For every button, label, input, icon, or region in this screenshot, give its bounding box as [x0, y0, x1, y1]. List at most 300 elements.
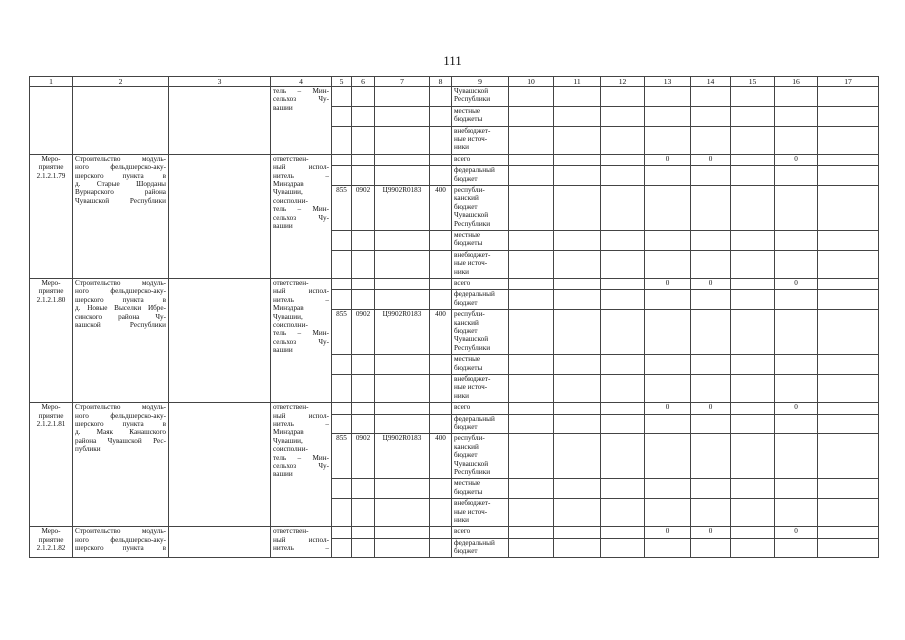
responsible-executor: ответствен- ный испол- нитель – Минздрав Чувашии, соисполни- тель – Мин- сельхоз Чу- вашии — [271, 154, 332, 278]
code-cell — [375, 166, 430, 186]
value-cell — [691, 126, 731, 154]
value-cell — [691, 250, 731, 278]
value-cell — [554, 538, 601, 558]
value-cell — [645, 250, 691, 278]
value-cell — [509, 185, 554, 230]
column-number-5: 5 — [332, 77, 352, 87]
code-cell — [332, 87, 352, 107]
table-row — [30, 154, 879, 165]
value-cell — [509, 434, 554, 479]
value-cell — [554, 87, 601, 107]
value-cell — [509, 374, 554, 402]
code-cell — [352, 166, 375, 186]
code-cell — [430, 106, 452, 126]
code-cell — [430, 87, 452, 107]
code-cell — [430, 166, 452, 186]
value-cell — [691, 166, 731, 186]
code-cell — [332, 126, 352, 154]
funding-source: федеральный бюджет — [452, 290, 509, 310]
value-cell — [818, 106, 879, 126]
value-cell — [818, 374, 879, 402]
value-cell — [554, 499, 601, 527]
code-cell — [375, 126, 430, 154]
value-cell — [731, 479, 775, 499]
value-cell — [601, 414, 645, 434]
code-cell — [430, 414, 452, 434]
value-col-16: 0 — [775, 278, 818, 289]
column-number-12: 12 — [601, 77, 645, 87]
column-number-3: 3 — [169, 77, 271, 87]
col3-cell — [169, 278, 271, 402]
value-cell — [601, 154, 645, 165]
code-cell — [352, 230, 375, 250]
value-cell — [554, 355, 601, 375]
code-cell — [375, 538, 430, 558]
value-cell — [601, 106, 645, 126]
code-cell — [430, 479, 452, 499]
value-cell — [775, 355, 818, 375]
csr-code: Ц9902R0183 — [375, 434, 430, 479]
value-cell — [775, 106, 818, 126]
grbs-code: 855 — [332, 310, 352, 355]
value-cell — [509, 414, 554, 434]
value-cell — [775, 290, 818, 310]
value-col-13: 0 — [645, 278, 691, 289]
value-cell — [775, 87, 818, 107]
code-cell — [332, 499, 352, 527]
value-cell — [509, 499, 554, 527]
value-cell — [691, 355, 731, 375]
funding-source: всего — [452, 527, 509, 538]
value-col-14: 0 — [691, 278, 731, 289]
value-col-13: 0 — [645, 527, 691, 538]
code-cell — [332, 374, 352, 402]
code-cell — [352, 414, 375, 434]
value-cell — [554, 166, 601, 186]
value-cell — [691, 106, 731, 126]
code-cell — [430, 355, 452, 375]
value-cell — [818, 403, 879, 414]
value-cell — [691, 414, 731, 434]
funding-source: всего — [452, 278, 509, 289]
rzpr-code: 0902 — [352, 310, 375, 355]
rzpr-code: 0902 — [352, 434, 375, 479]
column-number-15: 15 — [731, 77, 775, 87]
code-cell — [430, 374, 452, 402]
value-cell — [645, 499, 691, 527]
event-name-cell — [73, 87, 169, 155]
code-cell — [332, 154, 352, 165]
code-cell — [352, 126, 375, 154]
value-cell — [645, 434, 691, 479]
vr-code: 400 — [430, 310, 452, 355]
column-number-16: 16 — [775, 77, 818, 87]
code-cell — [352, 403, 375, 414]
funding-source: федеральный бюджет — [452, 414, 509, 434]
code-cell — [332, 290, 352, 310]
code-cell — [430, 538, 452, 558]
table-row — [30, 527, 879, 538]
value-cell — [554, 403, 601, 414]
value-cell — [775, 499, 818, 527]
value-cell — [818, 290, 879, 310]
code-cell — [375, 154, 430, 165]
value-cell — [601, 374, 645, 402]
code-cell — [375, 479, 430, 499]
code-cell — [352, 527, 375, 538]
value-cell — [775, 166, 818, 186]
value-col-13: 0 — [645, 403, 691, 414]
code-cell — [332, 106, 352, 126]
event-id-cell — [30, 87, 73, 155]
value-cell — [601, 499, 645, 527]
column-number-11: 11 — [554, 77, 601, 87]
value-cell — [509, 310, 554, 355]
code-cell — [352, 355, 375, 375]
funding-source: внебюджет- ные источ- ники — [452, 374, 509, 402]
event-name: Строительство модуль- ного фельдшерско-аку- шерского пункта в д. Новые Выселки Ибре- синского района Чу- вашской Республики — [73, 278, 169, 402]
funding-source: республи- канский бюджет Чувашской Республики — [452, 185, 509, 230]
value-cell — [731, 374, 775, 402]
code-cell — [332, 278, 352, 289]
vr-code: 400 — [430, 434, 452, 479]
value-cell — [554, 310, 601, 355]
value-cell — [731, 230, 775, 250]
value-cell — [554, 434, 601, 479]
value-cell — [731, 106, 775, 126]
value-cell — [554, 185, 601, 230]
value-cell — [691, 310, 731, 355]
funding-source: всего — [452, 403, 509, 414]
value-cell — [509, 538, 554, 558]
value-cell — [601, 538, 645, 558]
code-cell — [352, 87, 375, 107]
value-cell — [818, 87, 879, 107]
funding-source: республи- канский бюджет Чувашской Республики — [452, 310, 509, 355]
value-cell — [818, 230, 879, 250]
code-cell — [332, 527, 352, 538]
value-cell — [775, 434, 818, 479]
value-cell — [601, 230, 645, 250]
funding-source: федеральный бюджет — [452, 538, 509, 558]
code-cell — [430, 527, 452, 538]
code-cell — [430, 278, 452, 289]
value-cell — [509, 106, 554, 126]
funding-source: местные бюджеты — [452, 106, 509, 126]
value-cell — [509, 278, 554, 289]
value-cell — [645, 414, 691, 434]
value-col-13: 0 — [645, 154, 691, 165]
column-number-2: 2 — [73, 77, 169, 87]
value-cell — [775, 479, 818, 499]
code-cell — [375, 290, 430, 310]
value-cell — [731, 87, 775, 107]
value-cell — [775, 310, 818, 355]
value-cell — [818, 479, 879, 499]
code-cell — [332, 403, 352, 414]
code-cell — [375, 278, 430, 289]
column-number-13: 13 — [645, 77, 691, 87]
value-cell — [731, 403, 775, 414]
code-cell — [332, 414, 352, 434]
column-number-14: 14 — [691, 77, 731, 87]
col3-cell — [169, 527, 271, 558]
code-cell — [332, 538, 352, 558]
value-cell — [645, 185, 691, 230]
value-cell — [601, 355, 645, 375]
value-cell — [554, 230, 601, 250]
funding-source: республи- канский бюджет Чувашской Республики — [452, 434, 509, 479]
col3-cell — [169, 154, 271, 278]
value-cell — [691, 290, 731, 310]
table-row — [30, 278, 879, 289]
code-cell — [352, 154, 375, 165]
code-cell — [332, 479, 352, 499]
responsible-cell: тель – Мин- сельхоз Чу- вашии — [271, 87, 332, 155]
event-name: Строительство модуль- ного фельдшерско-аку- шерского пункта в — [73, 527, 169, 558]
code-cell — [352, 499, 375, 527]
value-cell — [645, 166, 691, 186]
value-cell — [645, 310, 691, 355]
value-col-16: 0 — [775, 403, 818, 414]
csr-code: Ц9902R0183 — [375, 310, 430, 355]
value-cell — [645, 538, 691, 558]
value-cell — [509, 154, 554, 165]
value-cell — [601, 126, 645, 154]
responsible-executor: ответствен- ный испол- нитель – — [271, 527, 332, 558]
value-cell — [818, 499, 879, 527]
value-cell — [775, 185, 818, 230]
event-name: Строительство модуль- ного фельдшерско-аку- шерского пункта в д. Старые Шорданы Вурнарского района Чувашской Республики — [73, 154, 169, 278]
value-col-14: 0 — [691, 527, 731, 538]
code-cell — [430, 126, 452, 154]
value-cell — [509, 527, 554, 538]
value-cell — [818, 355, 879, 375]
value-cell — [601, 527, 645, 538]
column-number-10: 10 — [509, 77, 554, 87]
value-cell — [601, 250, 645, 278]
value-cell — [691, 87, 731, 107]
code-cell — [375, 230, 430, 250]
value-cell — [731, 154, 775, 165]
value-cell — [691, 499, 731, 527]
code-cell — [430, 250, 452, 278]
value-cell — [731, 434, 775, 479]
value-cell — [775, 126, 818, 154]
funding-source: местные бюджеты — [452, 355, 509, 375]
code-cell — [375, 87, 430, 107]
code-cell — [352, 106, 375, 126]
code-cell — [375, 355, 430, 375]
column-number-7: 7 — [375, 77, 430, 87]
event-id: Меро- приятие 2.1.2.1.79 — [30, 154, 73, 278]
funding-source: федеральный бюджет — [452, 166, 509, 186]
code-cell — [352, 479, 375, 499]
value-cell — [509, 290, 554, 310]
value-cell — [775, 414, 818, 434]
value-cell — [601, 434, 645, 479]
value-cell — [601, 185, 645, 230]
code-cell — [375, 106, 430, 126]
value-cell — [509, 126, 554, 154]
value-cell — [601, 166, 645, 186]
event-name: Строительство модуль- ного фельдшерско-аку- шерского пункта в д. Маяк Канашского района Чувашской Рес- публики — [73, 403, 169, 527]
value-cell — [818, 154, 879, 165]
code-cell — [375, 414, 430, 434]
value-cell — [601, 278, 645, 289]
value-cell — [818, 434, 879, 479]
rzpr-code: 0902 — [352, 185, 375, 230]
value-cell — [645, 355, 691, 375]
table-row — [30, 87, 879, 107]
budget-table — [29, 76, 879, 558]
value-cell — [818, 185, 879, 230]
value-cell — [554, 154, 601, 165]
value-cell — [509, 230, 554, 250]
value-cell — [731, 166, 775, 186]
code-cell — [332, 355, 352, 375]
funding-source: местные бюджеты — [452, 230, 509, 250]
code-cell — [430, 290, 452, 310]
code-cell — [352, 250, 375, 278]
value-cell — [554, 250, 601, 278]
value-cell — [645, 374, 691, 402]
code-cell — [332, 230, 352, 250]
code-cell — [430, 499, 452, 527]
value-cell — [509, 355, 554, 375]
value-cell — [645, 230, 691, 250]
value-col-14: 0 — [691, 154, 731, 165]
column-number-6: 6 — [352, 77, 375, 87]
event-id: Меро- приятие 2.1.2.1.81 — [30, 403, 73, 527]
value-cell — [818, 310, 879, 355]
code-cell — [430, 403, 452, 414]
value-cell — [554, 479, 601, 499]
code-cell — [375, 250, 430, 278]
value-cell — [509, 403, 554, 414]
column-number-4: 4 — [271, 77, 332, 87]
column-number-8: 8 — [430, 77, 452, 87]
value-cell — [601, 479, 645, 499]
code-cell — [430, 154, 452, 165]
column-number-9: 9 — [452, 77, 509, 87]
value-cell — [601, 403, 645, 414]
funding-source: внебюджет- ные источ- ники — [452, 499, 509, 527]
value-cell — [775, 538, 818, 558]
vr-code: 400 — [430, 185, 452, 230]
value-cell — [509, 166, 554, 186]
code-cell — [352, 290, 375, 310]
value-cell — [731, 355, 775, 375]
value-cell — [818, 126, 879, 154]
value-cell — [775, 230, 818, 250]
page-number: 111 — [443, 53, 462, 68]
value-col-14: 0 — [691, 403, 731, 414]
code-cell — [375, 499, 430, 527]
funding-source: внебюджет- ные источ- ники — [452, 250, 509, 278]
code-cell — [332, 250, 352, 278]
value-cell — [645, 126, 691, 154]
value-cell — [818, 278, 879, 289]
code-cell — [375, 527, 430, 538]
code-cell — [375, 374, 430, 402]
value-cell — [731, 414, 775, 434]
value-cell — [818, 414, 879, 434]
value-cell — [509, 250, 554, 278]
value-cell — [554, 126, 601, 154]
grbs-code: 855 — [332, 185, 352, 230]
value-cell — [691, 479, 731, 499]
column-number-17: 17 — [818, 77, 879, 87]
value-cell — [645, 106, 691, 126]
col3-cell — [169, 403, 271, 527]
code-cell — [352, 538, 375, 558]
value-cell — [731, 250, 775, 278]
responsible-executor: ответствен- ный испол- нитель – Минздрав Чувашии, соисполни- тель – Мин- сельхоз Чу- вашии — [271, 278, 332, 402]
value-cell — [554, 527, 601, 538]
value-cell — [645, 479, 691, 499]
value-col-16: 0 — [775, 527, 818, 538]
code-cell — [430, 230, 452, 250]
code-cell — [352, 374, 375, 402]
value-cell — [554, 414, 601, 434]
value-cell — [509, 87, 554, 107]
value-cell — [731, 527, 775, 538]
value-cell — [731, 499, 775, 527]
value-cell — [601, 87, 645, 107]
value-cell — [691, 185, 731, 230]
value-cell — [554, 374, 601, 402]
value-cell — [731, 538, 775, 558]
code-cell — [332, 166, 352, 186]
value-cell — [645, 290, 691, 310]
event-id: Меро- приятие 2.1.2.1.82 — [30, 527, 73, 558]
value-cell — [554, 290, 601, 310]
table-row — [30, 403, 879, 414]
column-number-row — [30, 77, 879, 87]
value-cell — [775, 374, 818, 402]
event-id: Меро- приятие 2.1.2.1.80 — [30, 278, 73, 402]
funding-source: всего — [452, 154, 509, 165]
value-cell — [731, 126, 775, 154]
value-cell — [818, 527, 879, 538]
code-cell — [352, 278, 375, 289]
value-cell — [601, 310, 645, 355]
grbs-code: 855 — [332, 434, 352, 479]
value-cell — [731, 278, 775, 289]
funding-source: Чувашской Республики — [452, 87, 509, 107]
value-cell — [731, 185, 775, 230]
value-cell — [731, 290, 775, 310]
value-cell — [818, 166, 879, 186]
responsible-executor: ответствен- ный испол- нитель – Минздрав Чувашии, соисполни- тель – Мин- сельхоз Чу- вашии — [271, 403, 332, 527]
value-cell — [691, 538, 731, 558]
column-number-1: 1 — [30, 77, 73, 87]
col3-cell — [169, 87, 271, 155]
value-cell — [818, 250, 879, 278]
value-cell — [554, 278, 601, 289]
funding-source: внебюджет- ные источ- ники — [452, 126, 509, 154]
value-cell — [509, 479, 554, 499]
csr-code: Ц9902R0183 — [375, 185, 430, 230]
value-cell — [554, 106, 601, 126]
value-cell — [691, 374, 731, 402]
value-cell — [645, 87, 691, 107]
value-cell — [775, 250, 818, 278]
value-cell — [691, 434, 731, 479]
value-cell — [731, 310, 775, 355]
value-cell — [691, 230, 731, 250]
